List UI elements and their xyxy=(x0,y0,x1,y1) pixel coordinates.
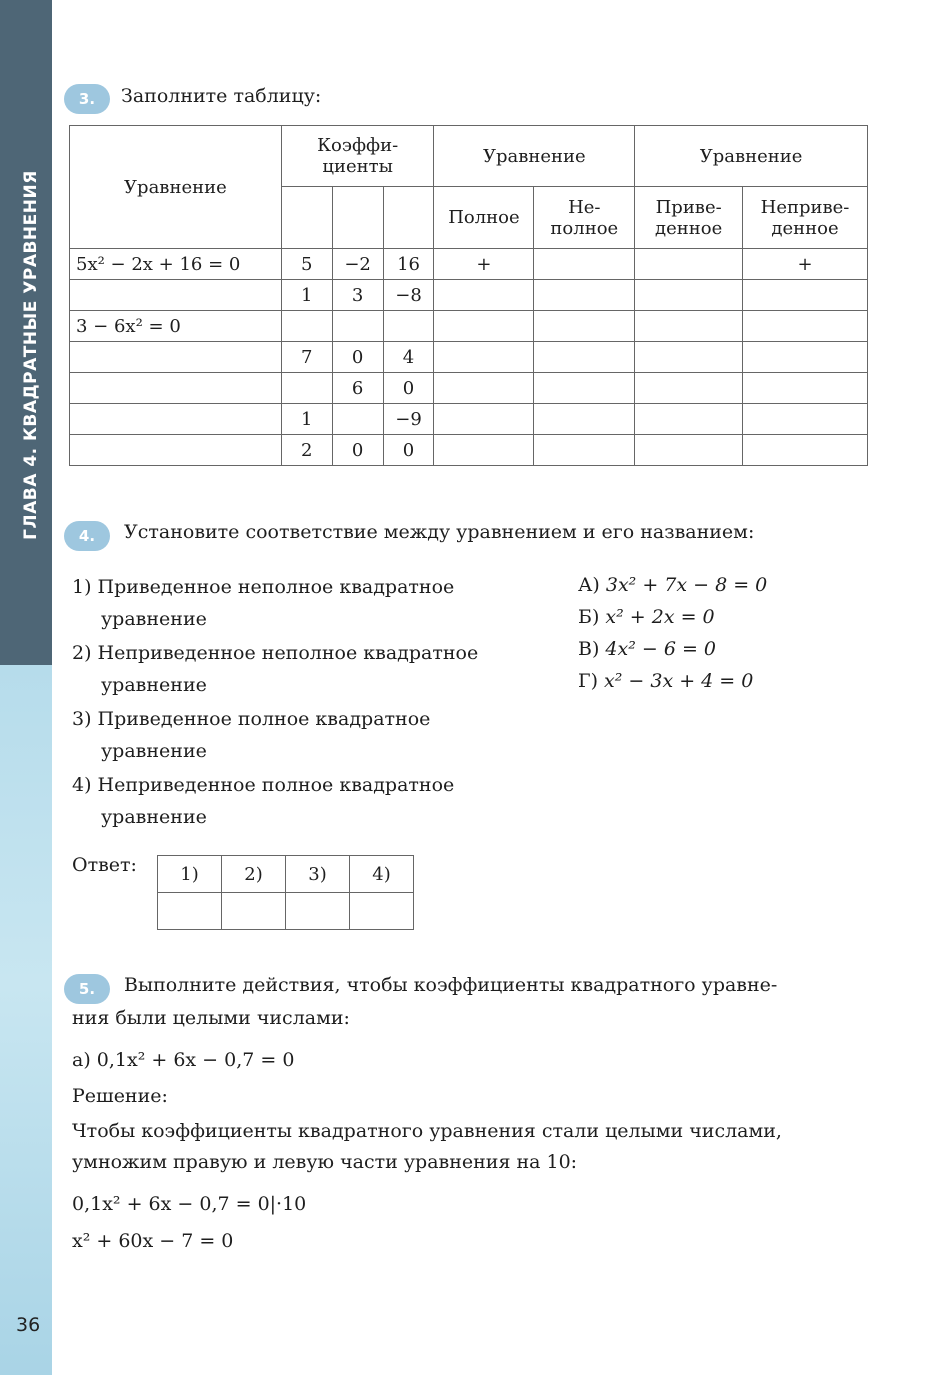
solution-text-line1: Чтобы коэффициенты квадратного уравнения стали целыми числами, xyxy=(72,1120,782,1142)
cell-nonreduced xyxy=(743,435,868,466)
cell-full xyxy=(434,404,534,435)
cell-reduced xyxy=(635,404,743,435)
cell-nonreduced xyxy=(743,280,868,311)
cell-equation xyxy=(70,342,282,373)
cell-reduced xyxy=(635,280,743,311)
option-v-equation: 4x² − 6 = 0 xyxy=(605,638,717,660)
header-nonreduced xyxy=(743,187,868,249)
answer-cell-3[interactable] xyxy=(286,893,350,930)
part-a-equation: а) 0,1x² + 6x − 0,7 = 0 xyxy=(72,1049,295,1071)
cell-nonreduced xyxy=(743,342,868,373)
name-2-line2: уравнение xyxy=(101,674,207,696)
task-5-prompt-line1: Выполните действия, чтобы коэффициенты квадратного уравне- xyxy=(124,974,778,996)
header-equation-type-1: Уравнение xyxy=(434,126,635,187)
table-row xyxy=(70,404,868,435)
cell-equation xyxy=(70,373,282,404)
cell-c: −8 xyxy=(383,280,434,311)
header-reduced-line2: денное xyxy=(655,217,723,239)
header-coef-a xyxy=(281,187,332,249)
answer-header-1: 1) xyxy=(158,856,222,893)
answer-cell-2[interactable] xyxy=(222,893,286,930)
cell-b: 0 xyxy=(332,435,383,466)
table-row xyxy=(70,311,868,342)
option-g-equation: x² − 3x + 4 = 0 xyxy=(604,670,754,692)
cell-incomplete xyxy=(534,311,635,342)
cell-full xyxy=(434,435,534,466)
header-coef-c xyxy=(383,187,434,249)
cell-nonreduced: + xyxy=(743,249,868,280)
cell-a: 1 xyxy=(281,280,332,311)
cell-b xyxy=(332,404,383,435)
cell-b: 0 xyxy=(332,342,383,373)
cell-c: 16 xyxy=(383,249,434,280)
cell-c: 4 xyxy=(383,342,434,373)
solution-step-1: 0,1x² + 6x − 0,7 = 0|·10 xyxy=(72,1193,307,1215)
cell-nonreduced xyxy=(743,311,868,342)
name-3-line2: уравнение xyxy=(101,740,207,762)
cell-b: −2 xyxy=(332,249,383,280)
cell-reduced xyxy=(635,249,743,280)
task-5-badge: 5. xyxy=(64,974,110,1004)
option-a-label: А) xyxy=(578,574,600,596)
name-4-line1: 4) Неприведенное полное квадратное xyxy=(72,774,455,796)
table-row xyxy=(70,280,868,311)
cell-reduced xyxy=(635,435,743,466)
table-row xyxy=(70,249,868,280)
header-equation-type-2: Уравнение xyxy=(635,126,868,187)
table-row xyxy=(70,435,868,466)
option-v xyxy=(578,638,716,660)
cell-a: 1 xyxy=(281,404,332,435)
answer-label: Ответ: xyxy=(72,854,137,876)
cell-c xyxy=(383,311,434,342)
name-1-line1: 1) Приведенное неполное квадратное xyxy=(72,576,455,598)
header-coefficients-line2: циенты xyxy=(322,156,393,177)
header-reduced-line1: Приве- xyxy=(655,196,722,218)
cell-c: 0 xyxy=(383,435,434,466)
cell-full xyxy=(434,373,534,404)
cell-c: −9 xyxy=(383,404,434,435)
answer-table xyxy=(157,855,414,930)
cell-a xyxy=(281,373,332,404)
cell-incomplete xyxy=(534,404,635,435)
cell-incomplete xyxy=(534,342,635,373)
header-coefficients-line1: Коэффи- xyxy=(317,135,399,156)
option-g xyxy=(578,670,753,692)
cell-nonreduced xyxy=(743,373,868,404)
classification-table xyxy=(69,125,868,466)
sidebar-band-lower xyxy=(0,665,52,1375)
header-reduced xyxy=(635,187,743,249)
name-1-line2: уравнение xyxy=(101,608,207,630)
answer-header-2: 2) xyxy=(222,856,286,893)
name-2-line1: 2) Неприведенное неполное квадратное xyxy=(72,642,479,664)
option-a-equation: 3x² + 7x − 8 = 0 xyxy=(605,574,768,596)
answer-cell-4[interactable] xyxy=(350,893,414,930)
solution-step-2: x² + 60x − 7 = 0 xyxy=(72,1230,234,1252)
header-nonreduced-line1: Неприве- xyxy=(760,196,850,218)
cell-b xyxy=(332,311,383,342)
answer-header-3: 3) xyxy=(286,856,350,893)
cell-incomplete xyxy=(534,280,635,311)
cell-b: 3 xyxy=(332,280,383,311)
header-incomplete xyxy=(534,187,635,249)
option-b xyxy=(578,606,715,628)
cell-equation: 3 − 6x² = 0 xyxy=(70,311,282,342)
cell-nonreduced xyxy=(743,404,868,435)
header-equation: Уравнение xyxy=(70,126,282,249)
cell-full xyxy=(434,311,534,342)
cell-a: 7 xyxy=(281,342,332,373)
cell-a xyxy=(281,311,332,342)
option-a xyxy=(578,574,767,596)
cell-equation xyxy=(70,280,282,311)
cell-equation xyxy=(70,435,282,466)
task-3-badge: 3. xyxy=(64,84,110,114)
cell-incomplete xyxy=(534,249,635,280)
answer-header-4: 4) xyxy=(350,856,414,893)
cell-full: + xyxy=(434,249,534,280)
task-4-prompt: Установите соответствие между уравнением и его названием: xyxy=(124,521,755,543)
option-v-label: В) xyxy=(578,638,600,660)
cell-incomplete xyxy=(534,435,635,466)
chapter-title: ГЛАВА 4. КВАДРАТНЫЕ УРАВНЕНИЯ xyxy=(21,170,41,540)
cell-reduced xyxy=(635,311,743,342)
task-3-prompt: Заполните таблицу: xyxy=(121,85,322,107)
task-4-badge: 4. xyxy=(64,521,110,551)
page-number: 36 xyxy=(16,1314,41,1336)
cell-a: 2 xyxy=(281,435,332,466)
solution-text-line2: умножим правую и левую части уравнения на 10: xyxy=(72,1151,578,1173)
name-4-line2: уравнение xyxy=(101,806,207,828)
cell-equation xyxy=(70,404,282,435)
solution-label: Решение: xyxy=(72,1085,168,1107)
header-coef-b xyxy=(332,187,383,249)
table-row xyxy=(70,373,868,404)
header-incomplete-line2: полное xyxy=(550,217,619,239)
table-row xyxy=(70,342,868,373)
cell-reduced xyxy=(635,342,743,373)
answer-cell-1[interactable] xyxy=(158,893,222,930)
option-b-equation: x² + 2x = 0 xyxy=(605,606,715,628)
option-g-label: Г) xyxy=(578,670,598,692)
cell-a: 5 xyxy=(281,249,332,280)
header-nonreduced-line2: денное xyxy=(771,217,839,239)
header-coefficients xyxy=(281,126,434,187)
cell-full xyxy=(434,280,534,311)
header-full: Полное xyxy=(434,187,534,249)
option-b-label: Б) xyxy=(578,606,600,628)
cell-reduced xyxy=(635,373,743,404)
task-5-prompt-line2: ния были целыми числами: xyxy=(72,1007,350,1029)
cell-equation: 5x² − 2x + 16 = 0 xyxy=(70,249,282,280)
cell-full xyxy=(434,342,534,373)
name-3-line1: 3) Приведенное полное квадратное xyxy=(72,708,431,730)
cell-c: 0 xyxy=(383,373,434,404)
cell-b: 6 xyxy=(332,373,383,404)
cell-incomplete xyxy=(534,373,635,404)
header-incomplete-line1: Не- xyxy=(568,196,601,218)
